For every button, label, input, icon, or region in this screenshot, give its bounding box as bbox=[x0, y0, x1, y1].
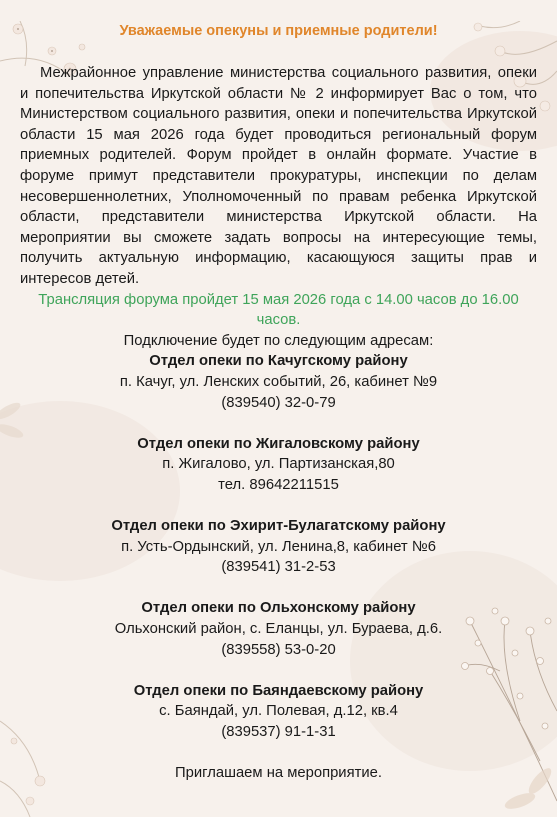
office-address: п. Жигалово, ул. Партизанская,80 bbox=[162, 456, 395, 473]
intro-paragraph: Межрайонное управление министерства социального развития, опеки и попечительства Иркутской области № 2 информирует Вас о том, что Министерством социального развития, опеки и попечительства Иркутской области 15 мая 2026 года будет проводиться региональный форум приемных родителей. Форум пройдет в онлайн формате. Участие в форуме примут представители прокуратуры, инспекции по делам несовершеннолетних, Уполномоченный по правам ребенка Иркутской области, представители министерства Иркутской области. На мероприятии вы сможете задать вопросы на интересующие темы, получить актуальную информацию, касающуюся защиты прав и интересов детей. bbox=[20, 65, 537, 287]
office-block-zhigalovo bbox=[20, 434, 537, 496]
office-block-bayandai bbox=[20, 681, 537, 743]
office-phone: (839558) 53-0-20 bbox=[221, 641, 336, 658]
office-name: Отдел опеки по Ольхонскому району bbox=[141, 600, 416, 617]
office-block-ekhirit-bulagat bbox=[20, 516, 537, 578]
office-phone: (839537) 91-1-31 bbox=[221, 724, 336, 740]
letter-content bbox=[0, 21, 557, 784]
office-address: п. Качуг, ул. Ленских событий, 26, кабинет №9 bbox=[119, 373, 438, 390]
invitation-text: Приглашаем на мероприятие. bbox=[175, 765, 382, 782]
broadcast-notice: Трансляция форума пройдет 15 мая 2026 года с 14.00 часов до 16.00 часов. bbox=[38, 291, 519, 329]
office-address: Ольхонский район, с. Еланцы, ул. Бураева, д.6. bbox=[114, 621, 443, 638]
office-address: п. Усть-Ордынский, ул. Ленина,8, кабинет №6 bbox=[121, 538, 436, 555]
office-name: Отдел опеки по Эхирит-Булагатскому району bbox=[111, 518, 446, 535]
office-block-olkhon bbox=[20, 598, 537, 660]
office-address: с. Баяндай, ул. Полевая, д.12, кв.4 bbox=[159, 703, 398, 720]
office-phone: (839540) 32-0-79 bbox=[221, 394, 336, 411]
office-block-kachug bbox=[20, 351, 537, 413]
office-phone: (839541) 31-2-53 bbox=[221, 559, 336, 576]
page-title: Уважаемые опекуны и приемные родители! bbox=[119, 23, 438, 39]
office-name: Отдел опеки по Баяндаевскому району bbox=[133, 682, 424, 699]
office-phone: тел. 89642211515 bbox=[218, 476, 339, 493]
office-name: Отдел опеки по Качугскому району bbox=[149, 353, 408, 370]
office-name: Отдел опеки по Жигаловскому району bbox=[137, 435, 420, 452]
connection-heading: Подключение будет по следующим адресам: bbox=[123, 332, 434, 349]
